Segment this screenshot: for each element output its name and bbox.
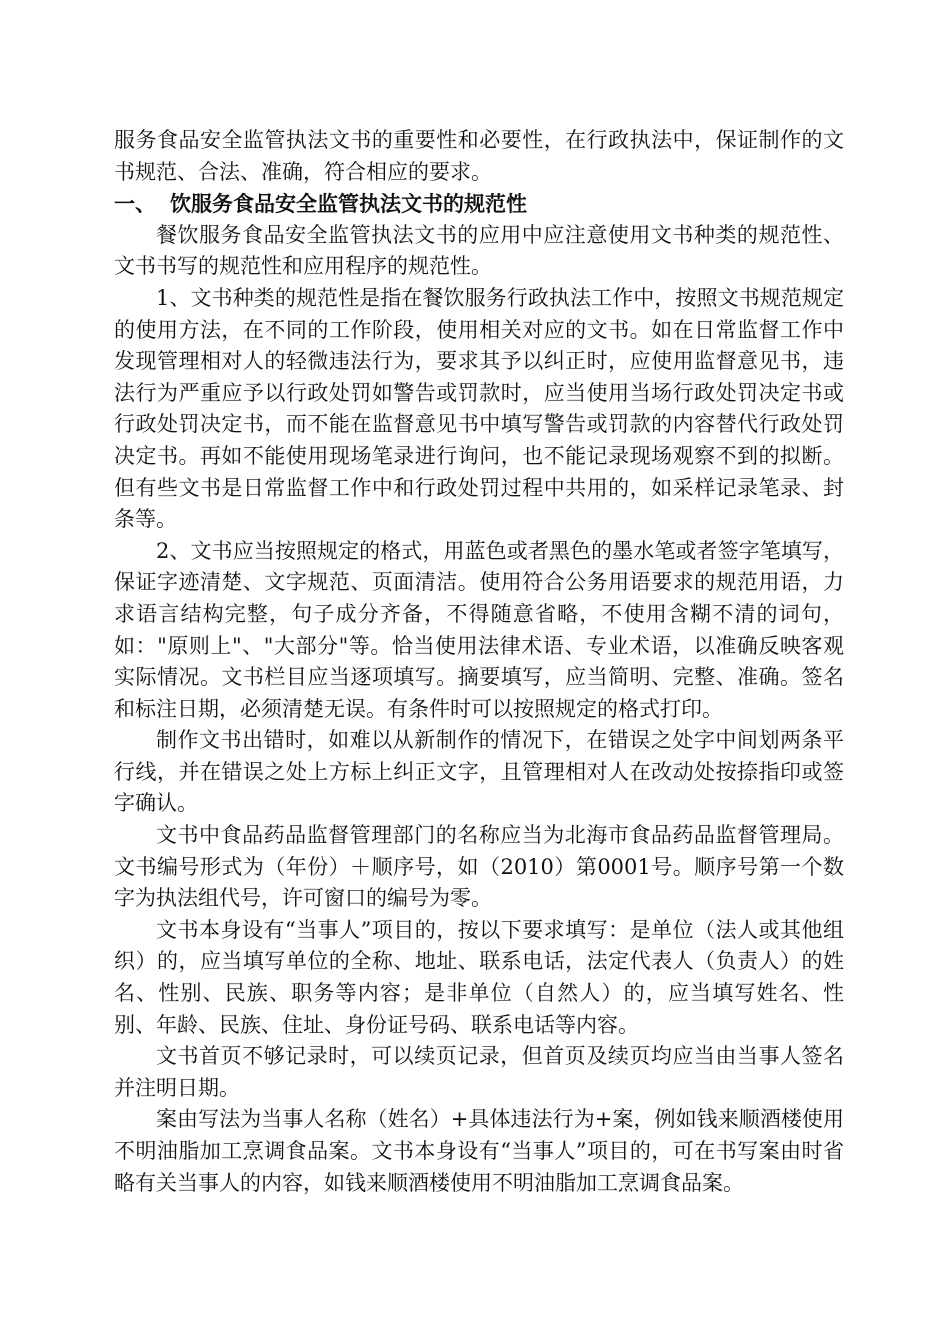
section-number: 一、 — [114, 191, 156, 217]
intro-paragraph: 服务食品安全监管执法文书的重要性和必要性，在行政执法中，保证制作的文书规范、合法、准确，符合相应的要求。 — [114, 128, 844, 184]
paragraph-document-types: 1、文书种类的规范性是指在餐饮服务行政执法工作中，按照文书规范规定的使用方法，在不同的工作阶段，使用相关对应的文书。如在日常监督工作中发现管理相对人的轻微违法行为，要求其予以纠正时，应使用监督意见书，违法行为严重应予以行政处罚如警告或罚款时，应当使用当场行政处罚决定书或行政处罚决定书，而不能在监督意见书中填写警告或罚款的内容替代行政处罚决定书。再如不能使用现场笔录进行询问，也不能记录现场观察不到的拟断。但有些文书是日常监督工作中和行政处罚过程中共用的，如采样记录笔录、封条等。 — [114, 285, 844, 532]
paragraph-continuation: 文书首页不够记录时，可以续页记录，但首页及续页均应当由当事人签名并注明日期。 — [114, 1044, 844, 1100]
paragraph-numbering: 文书中食品药品监督管理部门的名称应当为北海市食品药品监督管理局。文书编号形式为（年份）＋顺序号，如（2010）第0001号。顺序号第一个数字为执法组代号，许可窗口的编号为零。 — [114, 823, 844, 911]
paragraph-party-info: 文书本身设有“当事人”项目的，按以下要求填写：是单位（法人或其他组织）的，应当填写单位的全称、地址、联系电话，法定代表人（负责人）的姓名、性别、民族、职务等内容；是非单位（自然人）的，应当填写姓名、性别、年龄、民族、住址、身份证号码、联系电话等内容。 — [114, 917, 844, 1037]
paragraph-writing-format: 2、文书应当按照规定的格式，用蓝色或者黑色的墨水笔或者签字笔填写，保证字迹清楚、文字规范、页面清洁。使用符合公务用语要求的规范用语，力求语言结构完整，句子成分齐备，不得随意省略，不使用含糊不清的词句，如："原则上"、"大部分"等。恰当使用法律术语、专业术语，以准确反映客观实际情况。文书栏目应当逐项填写。摘要填写，应当简明、完整、准确。签名和标注日期，必须清楚无误。有条件时可以按照规定的格式打印。 — [114, 538, 844, 721]
section-heading — [114, 188, 844, 220]
section-title: 饮服务食品安全监管执法文书的规范性 — [170, 191, 527, 217]
paragraph-error-correction: 制作文书出错时，如难以从新制作的情况下，在错误之处字中间划两条平行线，并在错误之处上方标上纠正文字，且管理相对人在改动处按捺指印或签字确认。 — [114, 728, 844, 816]
paragraph-overview: 餐饮服务食品安全监管执法文书的应用中应注意使用文书种类的规范性、文书书写的规范性和应用程序的规范性。 — [114, 222, 844, 279]
document-body — [114, 125, 844, 1199]
paragraph-case-naming: 案由写法为当事人名称（姓名）+具体违法行为+案，例如钱来顺酒楼使用不明油脂加工烹调食品案。文书本身设有“当事人”项目的，可在书写案由时省略有关当事人的内容，如钱来顺酒楼使用不明油脂加工烹调食品案。 — [114, 1107, 844, 1195]
